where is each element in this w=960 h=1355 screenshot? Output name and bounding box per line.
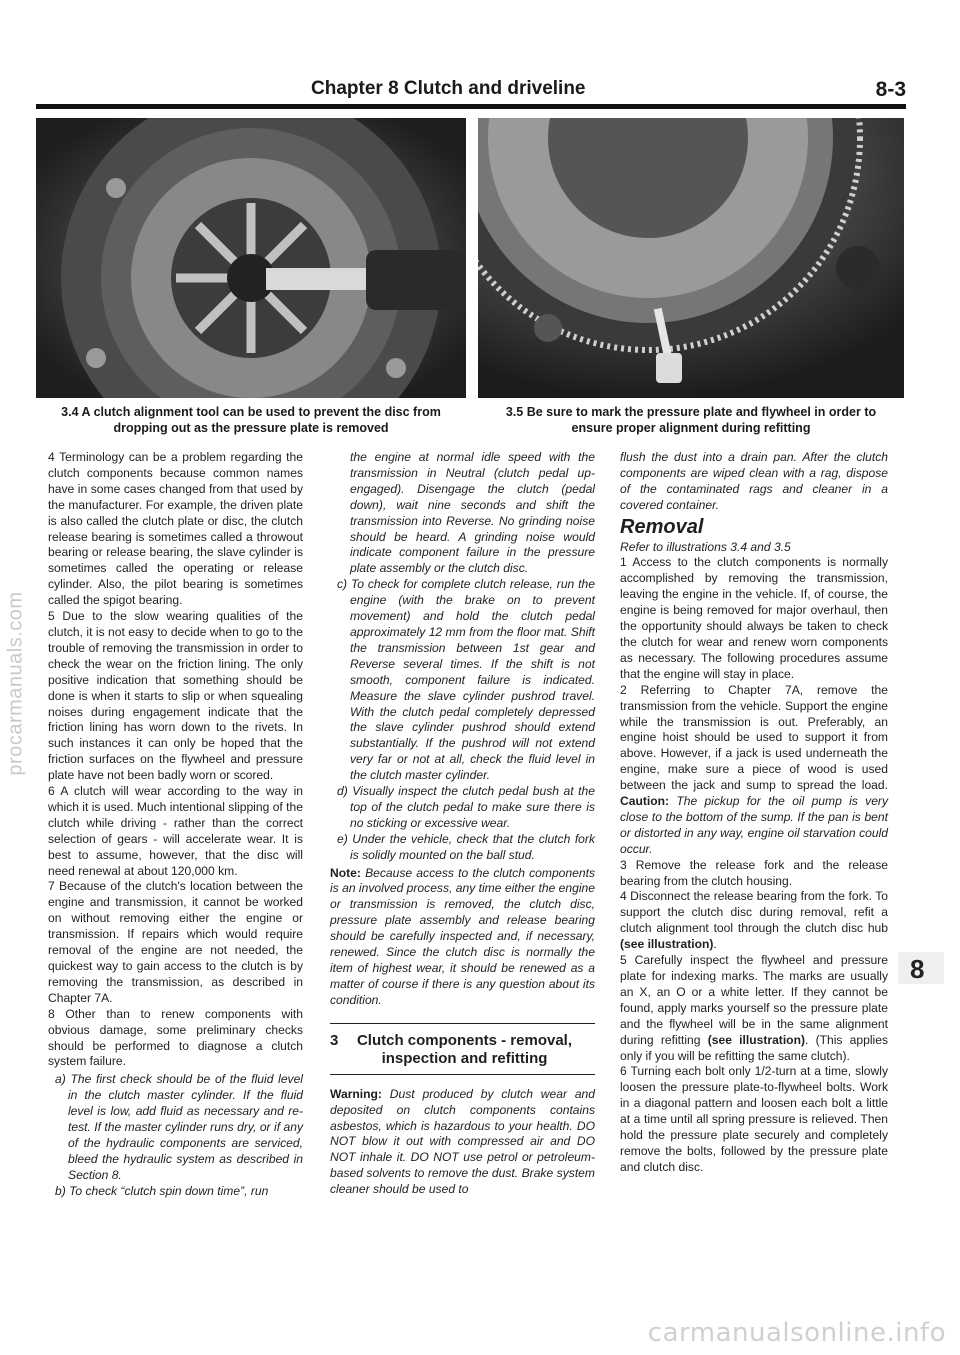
paragraph-5: 5 Due to the slow wearing qualities of the clutch, it is not easy to decide when to go to the trouble of removing the transmission in order to check the wear on the friction lining. The only positive indication that something should be done is when it starts to slip or when squealing noises during engagement indicate that the friction lining has worn down to the rivets. In such instances it can only be hoped that the friction surfaces on the flywheel and pressure plate have not been badly worn or scored. [48,609,303,783]
step-5-text: 5 Carefully inspect the flywheel and pressure plate for indexing marks. The marks are usually an X, an O or a white letter. If they cannot be found, apply marks yourself so the pressure plate and the flywheel will be in the same alignment during refitting [620,953,888,1047]
side-watermark-text: procarmanuals.com [4,591,27,776]
caption-line: 3.4 A clutch alignment tool can be used to prevent the disc from [61,405,441,419]
check-item-b-continued: the engine at normal idle speed with the transmission in Neutral (clutch pedal up-engaged). Disengage the clutch (pedal down), wait nine seconds and shift the transmission into Reverse. No grinding noise should be heard. A grinding noise would indicate component failure in the pressure plate assembly or the clutch disc. [350,450,595,576]
chapter-tab-number: 8 [910,954,925,984]
page-number: 8-3 [875,78,906,101]
paragraph-7: 7 Because of the clutch's location between the engine and transmission, it cannot be worked on without removing either the engine or transmission. If repairs which would require removal of the engine are not needed, the quickest way to gain access to the clutch is by removing the transmission, as described in Chapter 7A. [48,879,303,1005]
warning-continued: flush the dust into a drain pan. After the clutch components are wiped clean with a rag, dispose of the contaminated rags and cleaner in a covered container. [620,450,888,512]
warning-paragraph [330,1087,595,1198]
paragraph-6: 6 A clutch will wear according to the way in which it is used. Much intentional slipping of the clutch while driving - rather than the correct selection of gears - will accelerate wear. It is best to assume, however, that the disc will need renewal at about 120,000 km. [48,784,303,878]
illustration-reference: Refer to illustrations 3.4 and 3.5 [620,539,791,554]
caption-line: dropping out as the pressure plate is removed [113,421,389,435]
running-head [36,78,906,104]
side-watermark [4,560,27,800]
warning-label: Warning: [330,1086,382,1101]
step-2-text: 2 Referring to Chapter 7A, remove the transmission from the vehicle. Support the engine while the transmission is out. Preferably, an engine hoist should be used to support it from above. However, if a jack is used underneath the engine, make sure a piece of wood is used between the jack and sump to spread the load. [620,682,888,793]
figure-caption-3-4 [36,404,466,436]
step-5-end: . (This applies only if you will be refitting the same clutch). [620,1032,888,1063]
check-item-d: d) Visually inspect the clutch pedal bush at the top of the clutch pedal to make sure there is no sticking or excessive wear. [337,784,595,830]
note-paragraph [330,866,595,1009]
removal-step-1: 1 Access to the clutch components is normally accomplished by removing the transmission, leaving the engine in the vehicle. If, of course, the engine is being removed for major overhaul, then the opportunity should always be taken to check the clutch for wear and renew worn components as necessary. The following procedures assume that the engine will stay in place. [620,555,888,681]
step-4-text: 4 Disconnect the release bearing from the fork. To support the clutch disc during removal, refit a clutch alignment tool through the clutch disc hub [620,889,888,936]
removal-step-6: 6 Turning each bolt only 1/2-turn at a time, slowly loosen the pressure plate-to-flywheel bolts. Work in a diagonal pattern and loosen each bolt a little at a time until all spring pressure is relieved. Then hold the pressure plate securely and completely remove the bolts, followed by the pressure plate and clutch disc. [620,1064,888,1174]
caution-text: The pickup for the oil pump is very close to the bottom of the sump. If the pan is bent or distorted in any way, engine oil starvation could occur. [620,794,888,856]
text-column-3 [620,450,888,1176]
removal-step-3: 3 Remove the release fork and the release bearing from the clutch housing. [620,857,888,888]
removal-step-4 [620,889,888,953]
paragraph-8: 8 Other than to renew components with obvious damage, some preliminary checks should be performed to diagnose a clutch system failure. [48,1006,303,1069]
illustration-ref-bold: (see illustration) [707,1032,805,1047]
text-column-2 [330,450,595,1198]
chapter-tab-marker [896,950,946,986]
note-text: Because access to the clutch components is an involved process, any time either the engine or transmission is removed, the clutch disc, pressure plate assembly and release bearing should be carefully inspected and, if necessary, renewed. Since the clutch disc is normally the item of highest wear, it should be renewed as a matter of course if there is any question about its condition. [330,865,595,1007]
figure-caption-3-5 [478,404,904,436]
bottom-watermark: carmanualsonline.info [647,1318,946,1348]
note-label: Note: [330,865,361,880]
photo-pressure-plate-marking [478,118,904,398]
check-item-b: b) To check “clutch spin down time”, run [55,1183,269,1198]
step-4-end: . [713,937,717,952]
illustration-ref-bold: (see illustration) [620,937,714,952]
section-heading-3 [330,1023,595,1075]
clutch-photo-illustration [36,118,466,398]
chapter-title: Chapter 8 Clutch and driveline [311,78,586,99]
check-item-a: a) The first check should be of the fluid level in the clutch master cylinder. If the fluid level is low, add fluid as necessary and re-test. If the master cylinder runs dry, or if any of the hydraulic components are serviced, bleed the hydraulic system as described in Section 8. [55,1072,303,1182]
flywheel-photo-illustration [478,118,904,398]
section-number: 3 [330,1031,339,1049]
header-rule [36,104,906,109]
removal-step-5 [620,953,888,1064]
removal-step-2 [620,683,888,858]
removal-heading: Removal [620,515,704,538]
paragraph-4: 4 Terminology can be a problem regarding the clutch components because common names have in some cases changed from that used by the manufacturer. For example, the driven plate is also called the clutch plate or disc, the clutch release bearing is sometimes called a throwout bearing or release bearing, the slave cylinder is sometimes called the operating or release cylinder. Also, the pilot bearing is sometimes called the spigot bearing. [48,450,303,608]
text-column-1 [48,450,303,1200]
check-item-e: e) Under the vehicle, check that the clutch fork is solidly mounted on the ball stud. [337,831,595,862]
photo-clutch-alignment-tool [36,118,466,398]
section-title: Clutch components - removal, inspection and refitting [356,1031,573,1067]
caption-line: ensure proper alignment during refitting [571,421,811,435]
warning-text: Dust produced by clutch wear and deposited on clutch components contains asbestos, which is hazardous to your health. DO NOT blow it out with compressed air and DO NOT inhale it. DO NOT use petrol or petroleum-based solvents to remove the dust. Brake system cleaner should be used to [330,1086,595,1197]
caption-line: 3.5 Be sure to mark the pressure plate and flywheel in order to [505,405,877,419]
check-item-c: c) To check for complete clutch release, run the engine (with the brake on to prevent movement) and hold the clutch pedal approximately 12 mm from the floor mat. Shift the transmission between 1st gear and Reverse several times. If the shift is not smooth, component failure is indicated. Measure the slave cylinder pushrod travel. With the clutch pedal completely depressed the slave cylinder pushrod should extend substantially. If the pushrod will not extend very far or not at all, check the fluid level in the clutch master cylinder. [337,577,595,783]
caution-label: Caution: [620,794,670,809]
